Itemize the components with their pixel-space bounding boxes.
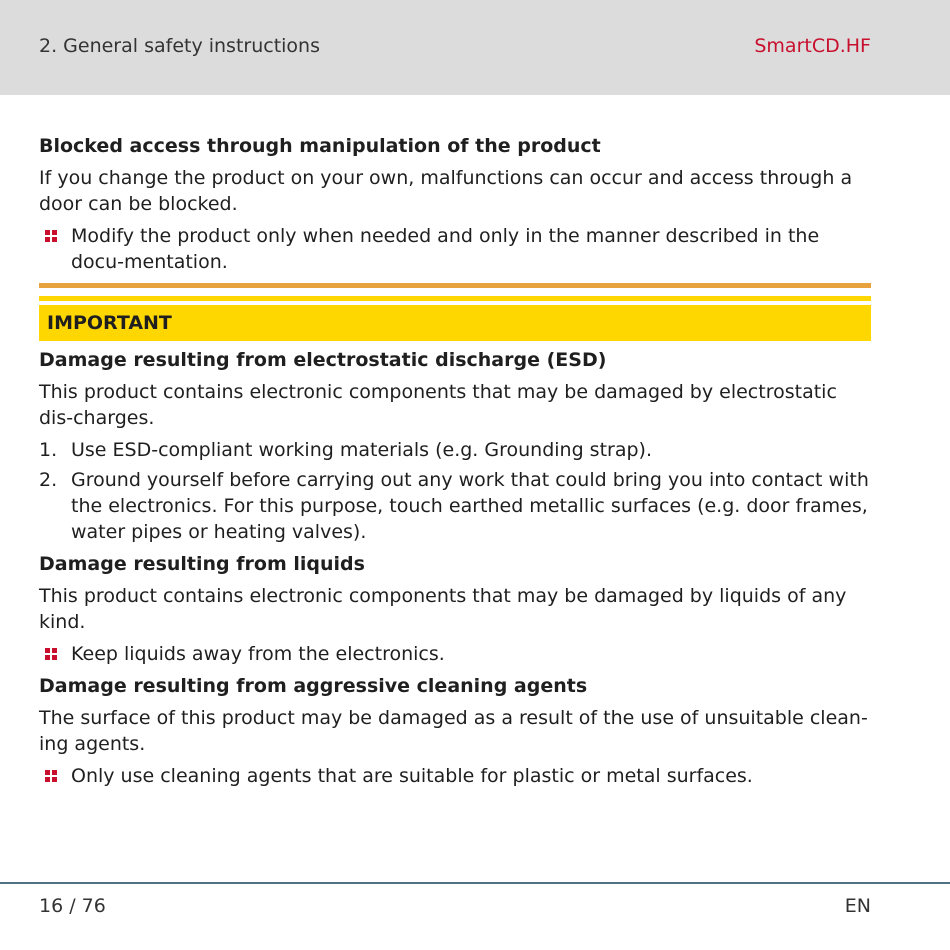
step-number: 1. (39, 439, 58, 461)
bullet-icon (45, 230, 58, 243)
page-content (39, 133, 871, 795)
list-item (39, 641, 871, 667)
section-title: 2. General safety instructions (39, 35, 321, 57)
esd-heading: Damage resulting from electrostatic discharge (ESD) (39, 349, 607, 371)
page-header (0, 0, 950, 95)
cleaning-heading: Damage resulting from aggressive cleaning agents (39, 675, 588, 697)
bullet-text: Keep liquids away from the electronics. (71, 643, 445, 665)
step-text: Ground yourself before carrying out any work that could bring you into contact with the electronics. For this purpose, touch earthed metallic surfaces (e.g. door frames, water pipes or heating valves). (71, 469, 869, 543)
bullet-text: Modify the product only when needed and only in the manner described in the docu-mentation. (71, 225, 820, 273)
step-text: Use ESD-compliant working materials (e.g. Grounding strap). (71, 439, 653, 461)
bullet-text: Only use cleaning agents that are suitable for plastic or metal surfaces. (71, 765, 753, 787)
warning-bars (39, 283, 871, 305)
product-name: SmartCD.HF (754, 35, 871, 57)
language-code: EN (844, 895, 871, 917)
blocked-access-heading: Blocked access through manipulation of the product (39, 135, 601, 157)
numbered-step (39, 437, 871, 463)
footer-divider (0, 882, 950, 884)
liquids-text: This product contains electronic components that may be damaged by liquids of any kind. (39, 585, 847, 633)
step-number: 2. (39, 469, 58, 491)
bullet-icon (45, 770, 58, 783)
list-item (39, 223, 871, 275)
important-banner: IMPORTANT (39, 305, 871, 341)
numbered-step (39, 467, 871, 545)
liquids-heading: Damage resulting from liquids (39, 553, 365, 575)
cleaning-text: The surface of this product may be damaged as a result of the use of unsuitable clean-ing agents. (39, 707, 868, 755)
page-number: 16 / 76 (39, 895, 106, 917)
bullet-icon (45, 648, 58, 661)
list-item (39, 763, 871, 789)
blocked-access-text: If you change the product on your own, malfunctions can occur and access through a door can be blocked. (39, 167, 853, 215)
esd-text: This product contains electronic components that may be damaged by electrostatic dis-charges. (39, 381, 837, 429)
